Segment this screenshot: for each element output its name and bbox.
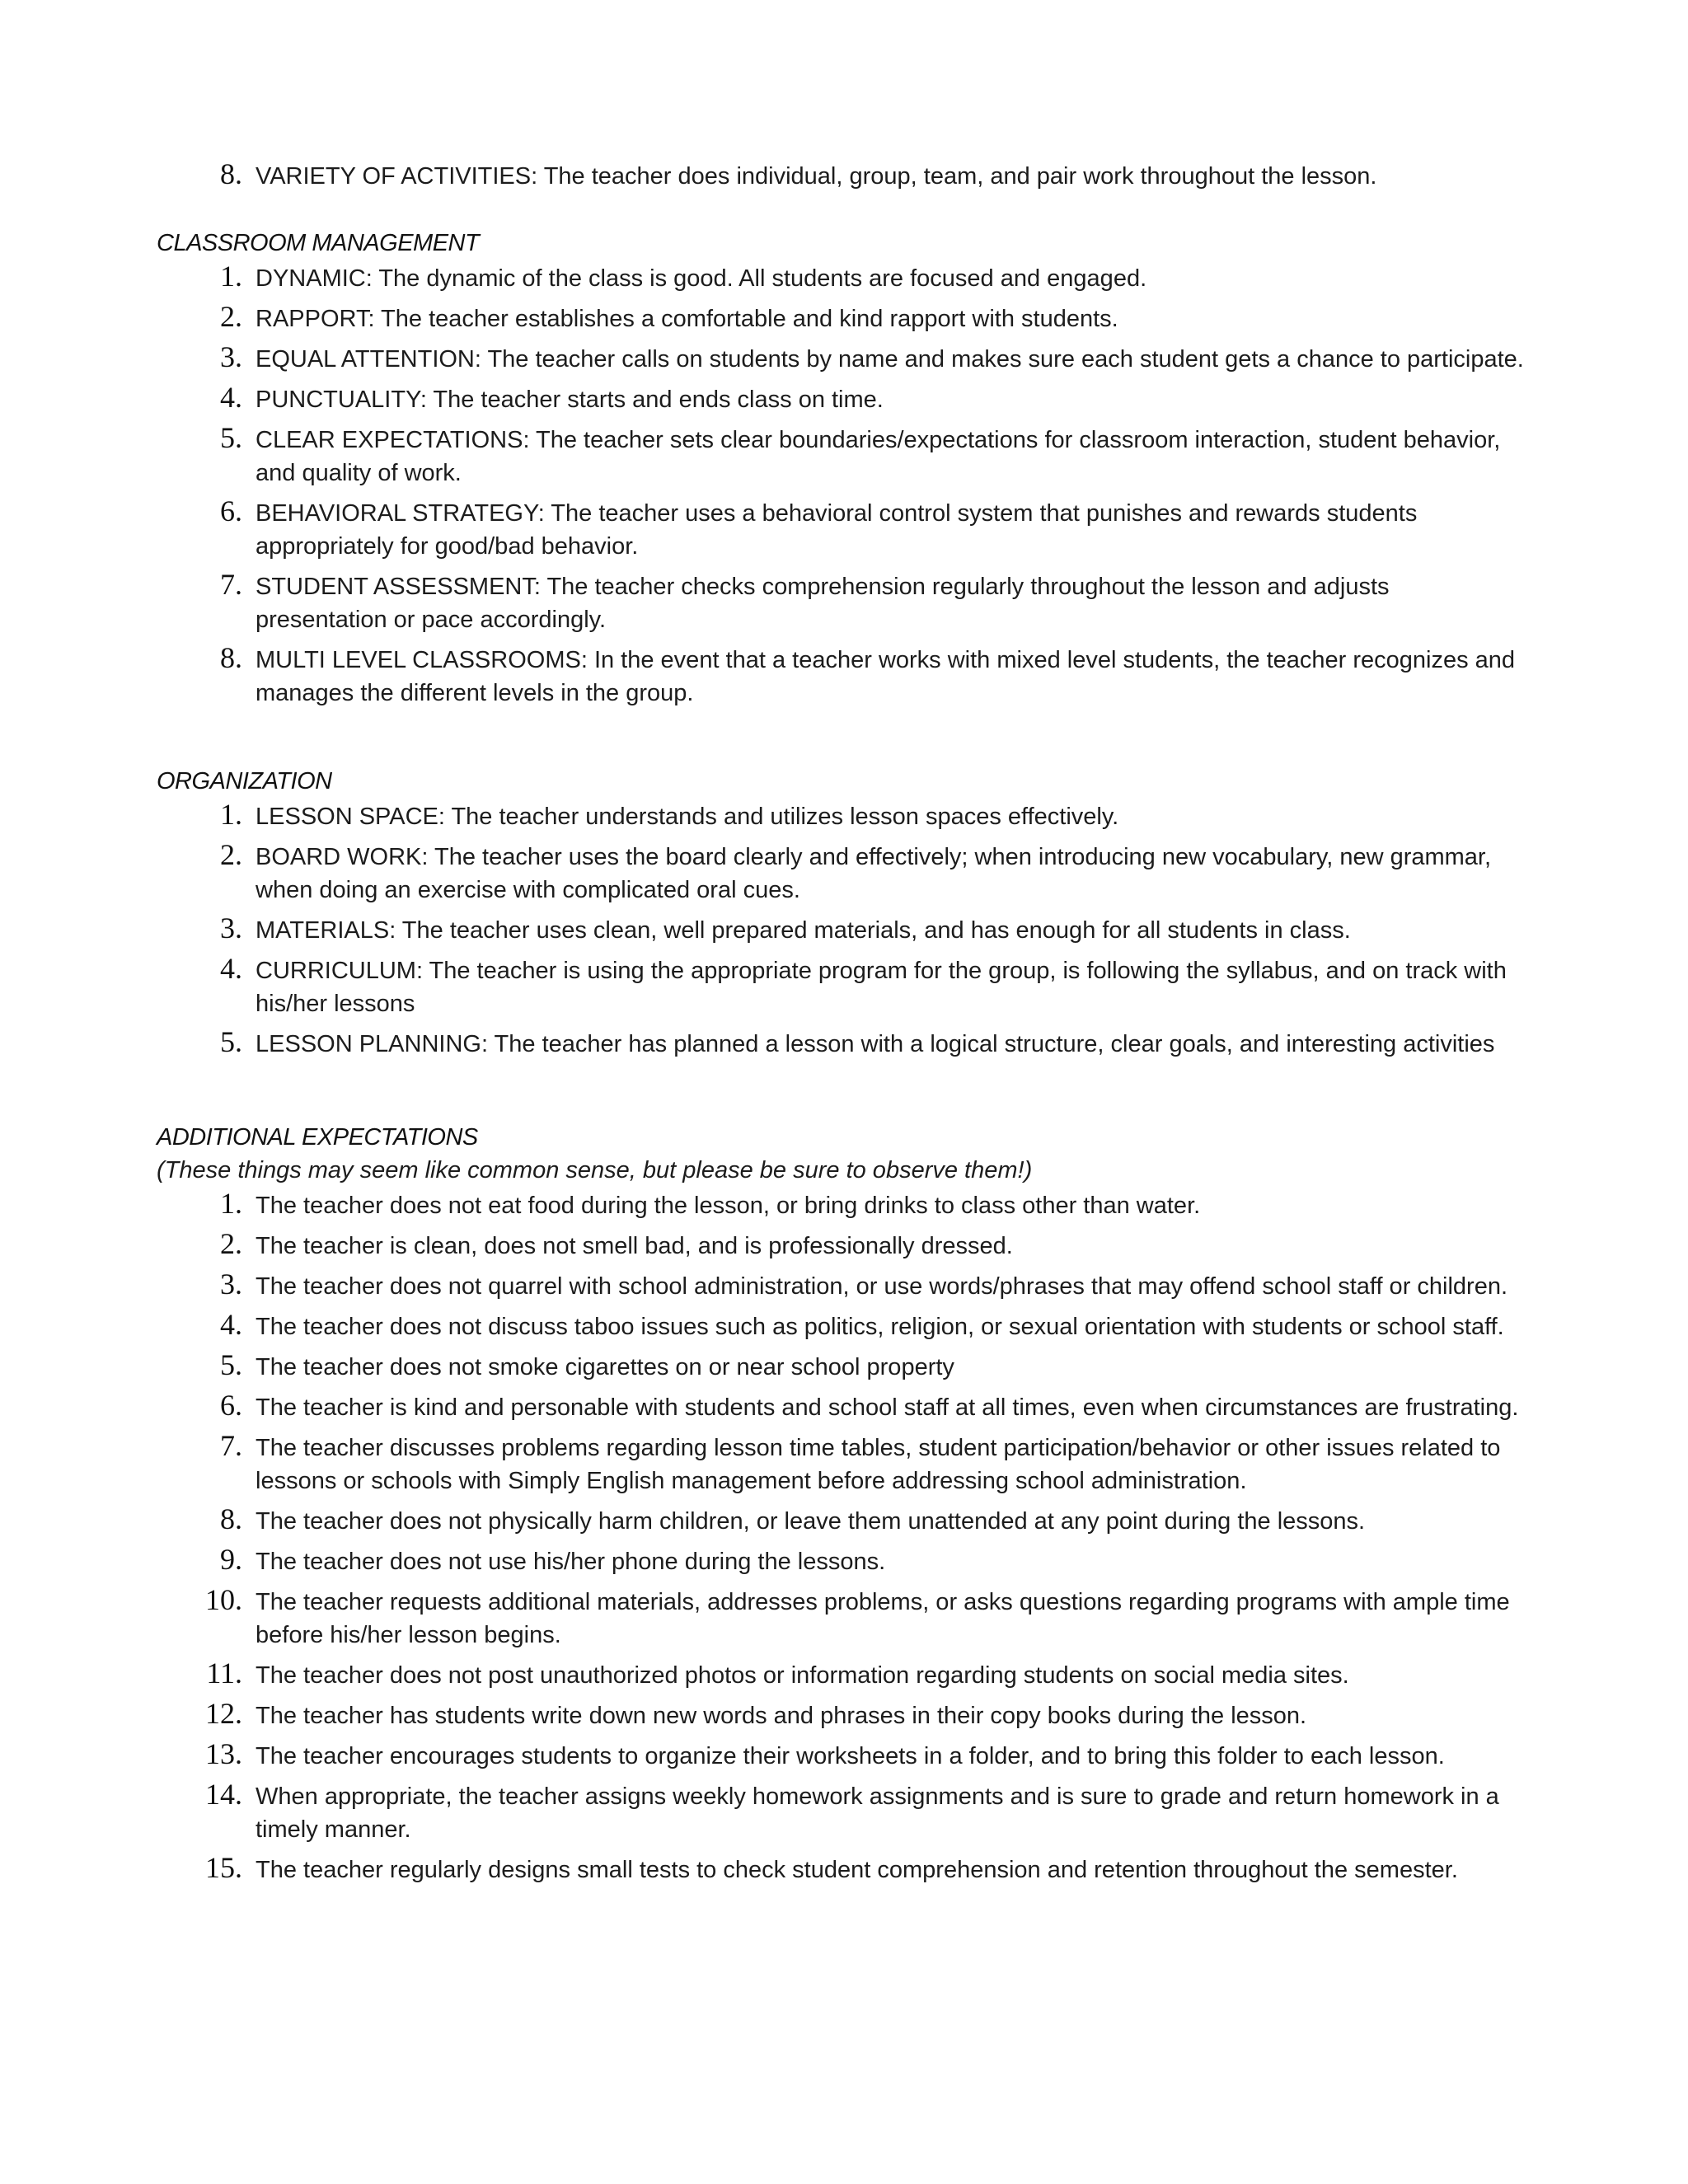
item-text: EQUAL ATTENTION: The teacher calls on students by name and makes sure each student gets a chance to participate.	[256, 346, 1524, 373]
list-item	[157, 381, 1558, 416]
list-item	[157, 1657, 1558, 1692]
list-item	[157, 157, 1558, 193]
item-number: 5.	[220, 1025, 242, 1058]
item-text: The teacher does not use his/her phone during the lessons.	[256, 1549, 886, 1575]
list-item	[157, 340, 1558, 376]
item-number: 1.	[220, 1187, 242, 1220]
item-number: 14.	[205, 1778, 242, 1811]
section-organization	[157, 765, 1558, 1066]
item-number: 3.	[220, 912, 242, 944]
item-number: 5.	[220, 421, 242, 454]
list-item	[157, 1697, 1558, 1732]
item-number: 8.	[220, 157, 242, 190]
list-item	[157, 494, 1558, 563]
item-number: 3.	[220, 340, 242, 373]
list-item	[157, 568, 1558, 636]
item-text: MULTI LEVEL CLASSROOMS: In the event that a teacher works with mixed level students, the teacher recognizes and manages the different levels in the group.	[256, 647, 1516, 706]
list-item	[157, 1268, 1558, 1303]
item-text: The teacher does not smoke cigarettes on or near school property	[256, 1354, 954, 1380]
item-number: 6.	[220, 1389, 242, 1422]
item-text: DYNAMIC: The dynamic of the class is good. All students are focused and engaged.	[256, 265, 1147, 292]
item-number: 8.	[220, 1502, 242, 1535]
item-number: 4.	[220, 1308, 242, 1341]
item-number: 4.	[220, 952, 242, 985]
item-text: CLEAR EXPECTATIONS: The teacher sets clear boundaries/expectations for classroom interaction, student behavior, and quality of work.	[256, 427, 1501, 486]
list-item	[157, 300, 1558, 335]
item-number: 12.	[205, 1697, 242, 1730]
list-item	[157, 1502, 1558, 1538]
list-item	[157, 260, 1558, 295]
item-text: The teacher requests additional materials, addresses problems, or asks questions regarding programs with ample time before his/her lesson begins.	[256, 1589, 1510, 1648]
item-number: 7.	[220, 1429, 242, 1462]
list-item	[157, 1851, 1558, 1886]
item-number: 4.	[220, 381, 242, 414]
item-text: The teacher has students write down new words and phrases in their copy books during the lesson.	[256, 1703, 1307, 1729]
item-number: 7.	[220, 568, 242, 601]
item-number: 2.	[220, 838, 242, 871]
item-number: 9.	[220, 1543, 242, 1576]
list-item	[157, 1187, 1558, 1222]
top-list	[157, 157, 1558, 193]
list-item	[157, 838, 1558, 907]
item-text: The teacher does not quarrel with school administration, or use words/phrases that may offend school staff or children.	[256, 1273, 1508, 1300]
list-item	[157, 1429, 1558, 1497]
item-number: 1.	[220, 798, 242, 831]
item-number: 15.	[205, 1851, 242, 1884]
list-item	[157, 1389, 1558, 1424]
item-text: The teacher encourages students to organize their worksheets in a folder, and to bring this folder to each lesson.	[256, 1743, 1445, 1769]
section-classroom-management	[157, 227, 1558, 715]
item-text: BEHAVIORAL STRATEGY: The teacher uses a behavioral control system that punishes and rewards students appropriately for good/bad behavior.	[256, 500, 1418, 560]
item-text: The teacher is kind and personable with students and school staff at all times, even when circumstances are frustrating.	[256, 1394, 1519, 1421]
item-text: PUNCTUALITY: The teacher starts and ends class on time.	[256, 387, 884, 413]
item-text: VARIETY OF ACTIVITIES: The teacher does individual, group, team, and pair work throughout the lesson.	[256, 163, 1377, 190]
item-number: 8.	[220, 641, 242, 674]
item-number: 2.	[220, 300, 242, 333]
section-title: ORGANIZATION	[157, 768, 332, 794]
item-text: The teacher does not eat food during the lesson, or bring drinks to class other than water.	[256, 1193, 1201, 1219]
list-item	[157, 1025, 1558, 1061]
item-text: LESSON SPACE: The teacher understands and utilizes lesson spaces effectively.	[256, 804, 1119, 830]
list-item	[157, 952, 1558, 1020]
item-number: 11.	[206, 1657, 242, 1690]
list-item	[157, 1227, 1558, 1263]
item-text: When appropriate, the teacher assigns weekly homework assignments and is sure to grade and return homework in a timely manner.	[256, 1783, 1499, 1843]
item-number: 13.	[205, 1737, 242, 1770]
item-text: CURRICULUM: The teacher is using the appropriate program for the group, is following the syllabus, and on track with his/her lessons	[256, 958, 1507, 1017]
item-text: The teacher does not discuss taboo issues such as politics, religion, or sexual orientation with students or school staff.	[256, 1314, 1504, 1340]
item-number: 5.	[220, 1348, 242, 1381]
list-item	[157, 421, 1558, 490]
list-item	[157, 1778, 1558, 1846]
item-text: LESSON PLANNING: The teacher has planned a lesson with a logical structure, clear goals, and interesting activities	[256, 1031, 1495, 1057]
item-text: The teacher discusses problems regarding lesson time tables, student participation/behavior or other issues related to lessons or schools with Simply English management before addressing school administration.	[256, 1435, 1501, 1494]
list-item	[157, 1543, 1558, 1578]
item-number: 10.	[205, 1583, 242, 1616]
item-text: MATERIALS: The teacher uses clean, well prepared materials, and has enough for all students in class.	[256, 917, 1351, 944]
item-text: RAPPORT: The teacher establishes a comfortable and kind rapport with students.	[256, 306, 1118, 332]
section-title: ADDITIONAL EXPECTATIONS	[157, 1124, 478, 1151]
list-item	[157, 1348, 1558, 1384]
item-text: The teacher does not post unauthorized photos or information regarding students on social media sites.	[256, 1662, 1349, 1689]
list-item	[157, 912, 1558, 947]
list-item	[157, 641, 1558, 710]
item-text: The teacher is clean, does not smell bad, and is professionally dressed.	[256, 1233, 1013, 1259]
section-title: CLASSROOM MANAGEMENT	[157, 230, 480, 256]
section-additional-expectations	[157, 1121, 1558, 1891]
additional-expectations-list	[157, 1187, 1558, 1886]
list-item	[157, 1583, 1558, 1652]
item-text: The teacher regularly designs small tests to check student comprehension and retention throughout the semester.	[256, 1857, 1458, 1883]
list-item	[157, 798, 1558, 833]
list-item	[157, 1308, 1558, 1343]
organization-list	[157, 798, 1558, 1061]
top-continuation	[157, 157, 1558, 198]
item-number: 3.	[220, 1268, 242, 1301]
item-number: 1.	[220, 260, 242, 293]
item-number: 2.	[220, 1227, 242, 1260]
item-number: 6.	[220, 494, 242, 527]
classroom-management-list	[157, 260, 1558, 710]
section-note: (These things may seem like common sense, but please be sure to observe them!)	[157, 1157, 1033, 1183]
item-text: BOARD WORK: The teacher uses the board clearly and effectively; when introducing new vocabulary, new grammar, when doing an exercise with complicated oral cues.	[256, 844, 1492, 903]
item-text: The teacher does not physically harm children, or leave them unattended at any point during the lessons.	[256, 1508, 1366, 1535]
item-text: STUDENT ASSESSMENT: The teacher checks comprehension regularly throughout the lesson and adjusts presentation or pace accordingly.	[256, 574, 1390, 633]
list-item	[157, 1737, 1558, 1773]
